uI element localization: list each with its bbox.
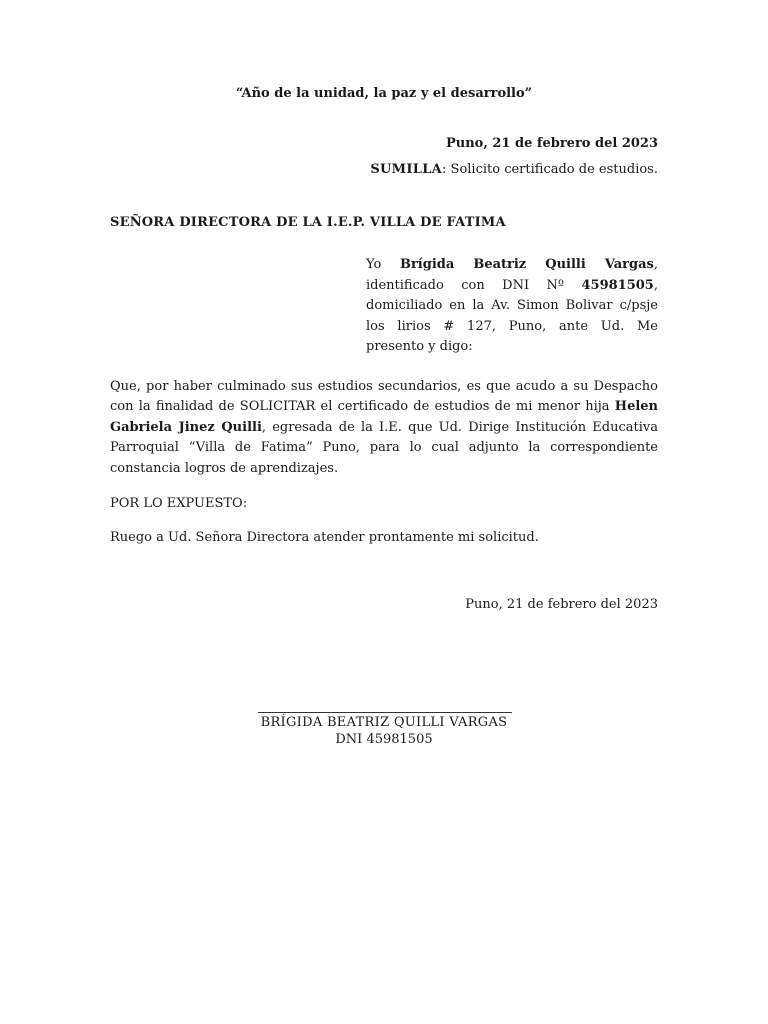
body-text-1: Que, por haber culminado sus estudios secundarios, es que acudo a su Despacho con la finalidad de SOLICITAR el certificado de estudios de mi menor hija [110, 379, 658, 415]
sumilla [370, 162, 658, 177]
motto-heading: “Año de la unidad, la paz y el desarrollo” [235, 86, 533, 101]
sumilla-label: SUMILLA [370, 162, 443, 177]
body-paragraph [110, 377, 658, 479]
signature-line [258, 712, 512, 713]
date-bottom: Puno, 21 de febrero del 2023 [465, 597, 658, 612]
intro-text-2: , identificado con DNI Nº [366, 257, 658, 293]
ruego-line: Ruego a Ud. Señora Directora atender prontamente mi solicitud. [110, 530, 539, 545]
addressee: SEÑORA DIRECTORA DE LA I.E.P. VILLA DE FATIMA [110, 215, 506, 230]
signature-name: BRÍGIDA BEATRIZ QUILLI VARGAS [260, 715, 508, 730]
date-top: Puno, 21 de febrero del 2023 [445, 136, 658, 151]
applicant-dni: 45981505 [581, 277, 654, 293]
expuesto-line: POR LO EXPUESTO: [110, 496, 248, 511]
intro-text-1: Yo [366, 257, 400, 272]
applicant-name: Brígida Beatriz Quilli Vargas [399, 257, 654, 272]
sumilla-text: : Solicito certificado de estudios. [442, 162, 658, 177]
body-text-2: , egresada de la I.E. que Ud. Dirige Institución Educativa Parroquial “Villa de Fatima” Puno, para lo cual adjunto la correspondiente constancia logros de aprendizajes. [110, 419, 659, 476]
intro-text-3: , domiciliado en la Av. Simon Bolivar c/psje los lirios # 127, Puno, ante Ud. Me presento y digo: [366, 277, 658, 355]
child-name: Helen Gabriela Jinez Quilli [110, 399, 658, 435]
signature-dni: DNI 45981505 [335, 732, 433, 747]
intro-paragraph [366, 255, 658, 358]
